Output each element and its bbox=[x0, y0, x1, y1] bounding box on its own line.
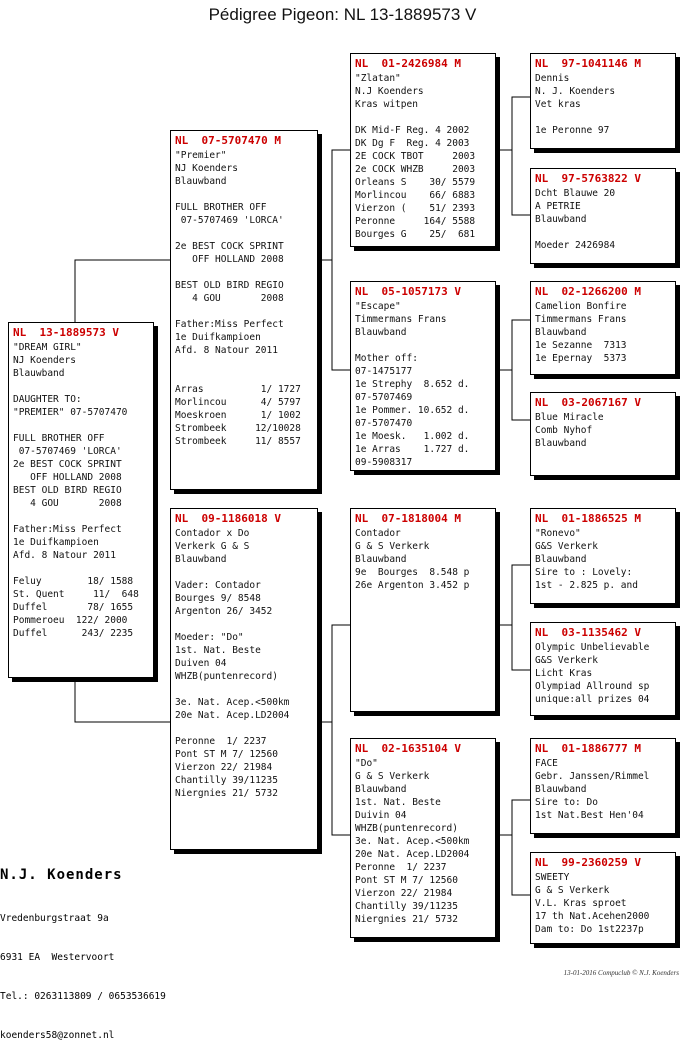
card-line: Moeskroen 1/ 1002 bbox=[175, 410, 301, 421]
card-line: 17 th Nat.Acehen2000 bbox=[535, 911, 650, 922]
ring-number: NL 97-1041146 M bbox=[535, 57, 641, 70]
pigeon-card-sire-dam bbox=[350, 281, 496, 471]
card-line: 1e Epernay 5373 bbox=[535, 353, 627, 364]
card-line: 1e Duifkampioen bbox=[175, 332, 261, 343]
card-line: 3e. Nat. Acep.<500km bbox=[355, 836, 470, 847]
card-line: Strombeek 11/ 8557 bbox=[175, 436, 301, 447]
card-line: 1e Pommer. 10.652 d. bbox=[355, 405, 470, 416]
breeder-phone: Tel.: 0263113809 / 0653536619 bbox=[0, 991, 166, 1002]
card-line: Moeder 2426984 bbox=[535, 240, 616, 251]
card-line bbox=[355, 339, 491, 352]
card-line: Duivin 04 bbox=[355, 810, 407, 821]
card-line: N. J. Koenders bbox=[535, 86, 616, 97]
card-line: 2e BEST COCK SPRINT bbox=[13, 459, 122, 470]
card-line: Orleans S 30/ 5579 bbox=[355, 177, 476, 188]
card-line: "Premier" bbox=[175, 150, 227, 161]
card-line: Gebr. Janssen/Rimmel bbox=[535, 771, 650, 782]
ring-number: NL 97-5763822 V bbox=[535, 172, 641, 185]
card-line: OFF HOLLAND 2008 bbox=[13, 472, 122, 483]
card-line: Blauwband bbox=[355, 554, 407, 565]
card-line: Vet kras bbox=[535, 99, 581, 110]
card-line: Mother off: bbox=[355, 353, 418, 364]
card-line: Kras witpen bbox=[355, 99, 418, 110]
card-line: A PETRIE bbox=[535, 201, 581, 212]
card-line: Peronne 1/ 2237 bbox=[175, 736, 267, 747]
card-line: Camelion Bonfire bbox=[535, 301, 627, 312]
card-lines bbox=[535, 300, 671, 365]
card-lines bbox=[535, 757, 671, 822]
card-line: Bourges G 25/ 681 bbox=[355, 229, 476, 240]
card-line: Vierzon ( 51/ 2393 bbox=[355, 203, 476, 214]
card-line: "Ronevo" bbox=[535, 528, 581, 539]
card-line: Blauwband bbox=[535, 327, 587, 338]
card-line: Morlincou 66/ 6883 bbox=[355, 190, 476, 201]
card-line: Father:Miss Perfect bbox=[175, 319, 284, 330]
ring-number: NL 02-1266200 M bbox=[535, 285, 641, 298]
ring-number: NL 07-1818004 M bbox=[355, 512, 461, 525]
card-line: Arras 1/ 1727 bbox=[175, 384, 301, 395]
card-line: DAUGHTER TO: bbox=[13, 394, 82, 405]
card-line: FULL BROTHER OFF bbox=[175, 202, 267, 213]
card-line: Olympic Unbelievable bbox=[535, 642, 650, 653]
card-line: Timmermans Frans bbox=[535, 314, 627, 325]
card-line: Blauwband bbox=[355, 327, 407, 338]
card-line: NJ Koenders bbox=[13, 355, 76, 366]
card-line: 9e Bourges 8.548 p bbox=[355, 567, 470, 578]
card-line: Afd. 8 Natour 2011 bbox=[13, 550, 116, 561]
card-line: BEST OLD BIRD REGIO bbox=[13, 485, 122, 496]
card-line bbox=[355, 111, 491, 124]
card-line: 20e Nat. Acep.LD2004 bbox=[355, 849, 470, 860]
card-lines bbox=[535, 411, 671, 450]
card-line bbox=[175, 357, 313, 370]
card-line: Blauwband bbox=[13, 368, 65, 379]
card-line: Blauwband bbox=[535, 214, 587, 225]
pigeon-card-sire-sire bbox=[350, 53, 496, 247]
card-line: Blauwband bbox=[355, 784, 407, 795]
card-lines bbox=[355, 527, 491, 592]
card-line: Blauwband bbox=[175, 554, 227, 565]
card-line: 3e. Nat. Acep.<500km bbox=[175, 697, 290, 708]
card-line: 07-5707469 bbox=[355, 392, 413, 403]
breeder-city: 6931 EA Westervoort bbox=[0, 952, 115, 963]
card-line bbox=[535, 111, 671, 124]
card-line: Vader: Contador bbox=[175, 580, 261, 591]
card-line: Blue Miracle bbox=[535, 412, 604, 423]
pigeon-card-ggp-7 bbox=[530, 738, 676, 834]
card-line: Dam to: Do 1st2237p bbox=[535, 924, 644, 935]
card-line: Duiven 04 bbox=[175, 658, 227, 669]
card-line: 07-5707469 'LORCA' bbox=[175, 215, 284, 226]
card-line: Sire to: Do bbox=[535, 797, 598, 808]
card-line: 1st Nat.Best Hen'04 bbox=[535, 810, 644, 821]
card-lines bbox=[535, 187, 671, 252]
breeder-email[interactable]: koenders58@zonnet.nl bbox=[0, 1030, 115, 1041]
card-line: "DREAM GIRL" bbox=[13, 342, 82, 353]
breeder-address: Vredenburgstraat 9a bbox=[0, 913, 109, 924]
card-line bbox=[175, 618, 313, 631]
card-line: 07-5707469 'LORCA' bbox=[13, 446, 122, 457]
card-line: Comb Nyhof bbox=[535, 425, 593, 436]
card-lines bbox=[355, 72, 491, 241]
ring-number: NL 01-2426984 M bbox=[355, 57, 461, 70]
card-line: "Zlatan" bbox=[355, 73, 401, 84]
card-line: Contador x Do bbox=[175, 528, 250, 539]
card-line: Dennis bbox=[535, 73, 570, 84]
ring-number: NL 02-1635104 V bbox=[355, 742, 461, 755]
ring-number: NL 01-1886525 M bbox=[535, 512, 641, 525]
pigeon-card-ggp-2 bbox=[530, 168, 676, 264]
card-line: "PREMIER" 07-5707470 bbox=[13, 407, 128, 418]
card-line bbox=[13, 510, 149, 523]
card-line: FACE bbox=[535, 758, 558, 769]
card-line: Vierzon 22/ 21984 bbox=[355, 888, 453, 899]
card-line: Licht Kras bbox=[535, 668, 593, 679]
card-line: 4 GOU 2008 bbox=[13, 498, 122, 509]
pigeon-card-ggp-4 bbox=[530, 392, 676, 476]
card-line: 20e Nat. Acep.LD2004 bbox=[175, 710, 290, 721]
card-line: Pont ST M 7/ 12560 bbox=[355, 875, 458, 886]
card-line: 1st - 2.825 p. and bbox=[535, 580, 638, 591]
pigeon-card-subject bbox=[8, 322, 154, 678]
card-line: Father:Miss Perfect bbox=[13, 524, 122, 535]
card-line: 09-5908317 bbox=[355, 457, 413, 468]
card-line: Vierzon 22/ 21984 bbox=[175, 762, 273, 773]
pigeon-card-ggp-6 bbox=[530, 622, 676, 716]
card-line: WHZB(puntenrecord) bbox=[355, 823, 458, 834]
card-line: 2e BEST COCK SPRINT bbox=[175, 241, 284, 252]
card-line: 1st. Nat. Beste bbox=[175, 645, 261, 656]
card-line: SWEETY bbox=[535, 872, 570, 883]
card-line: "Do" bbox=[355, 758, 378, 769]
card-lines bbox=[535, 72, 671, 137]
ring-number: NL 13-1889573 V bbox=[13, 326, 119, 339]
card-line: St. Quent 11/ 648 bbox=[13, 589, 139, 600]
card-line: Sire to : Lovely: bbox=[535, 567, 633, 578]
card-line: Pommeroeu 122/ 2000 bbox=[13, 615, 128, 626]
ring-number: NL 09-1186018 V bbox=[175, 512, 281, 525]
ring-number: NL 01-1886777 M bbox=[535, 742, 641, 755]
card-line: N.J Koenders bbox=[355, 86, 424, 97]
card-lines bbox=[355, 300, 491, 469]
card-line: 1e Arras 1.727 d. bbox=[355, 444, 470, 455]
card-lines bbox=[175, 527, 313, 800]
card-line: Peronne 1/ 2237 bbox=[355, 862, 447, 873]
card-line: 07-1475177 bbox=[355, 366, 413, 377]
card-lines bbox=[535, 641, 671, 706]
ring-number: NL 03-1135462 V bbox=[535, 626, 641, 639]
card-line: 1e Peronne 97 bbox=[535, 125, 610, 136]
pigeon-card-ggp-8 bbox=[530, 852, 676, 944]
pigeon-card-sire bbox=[170, 130, 318, 490]
card-line: Afd. 8 Natour 2011 bbox=[175, 345, 278, 356]
card-line: Bourges 9/ 8548 bbox=[175, 593, 261, 604]
card-line bbox=[175, 188, 313, 201]
card-line: BEST OLD BIRD REGIO bbox=[175, 280, 284, 291]
card-line: Duffel 78/ 1655 bbox=[13, 602, 134, 613]
ring-number: NL 99-2360259 V bbox=[535, 856, 641, 869]
card-line: G&S Verkerk bbox=[535, 541, 598, 552]
card-line: WHZB(puntenrecord) bbox=[175, 671, 278, 682]
card-line bbox=[175, 566, 313, 579]
card-line: Timmermans Frans bbox=[355, 314, 447, 325]
card-line bbox=[13, 562, 149, 575]
card-line: NJ Koenders bbox=[175, 163, 238, 174]
card-line: DK Mid-F Reg. 4 2002 bbox=[355, 125, 470, 136]
card-line: unique:all prizes 04 bbox=[535, 694, 650, 705]
card-line: Pont ST M 7/ 12560 bbox=[175, 749, 278, 760]
card-line: 1e Moesk. 1.002 d. bbox=[355, 431, 470, 442]
card-line bbox=[13, 380, 149, 393]
card-lines bbox=[535, 527, 671, 592]
card-line: Moeder: "Do" bbox=[175, 632, 244, 643]
card-line: Dcht Blauwe 20 bbox=[535, 188, 616, 199]
card-line bbox=[535, 226, 671, 239]
pigeon-card-dam-dam bbox=[350, 738, 496, 938]
card-lines bbox=[535, 871, 671, 936]
card-line: Niergnies 21/ 5732 bbox=[355, 914, 458, 925]
card-line: Feluy 18/ 1588 bbox=[13, 576, 134, 587]
card-line: Niergnies 21/ 5732 bbox=[175, 788, 278, 799]
card-line: Olympiad Allround sp bbox=[535, 681, 650, 692]
pigeon-card-dam-sire bbox=[350, 508, 496, 712]
card-line: 26e Argenton 3.452 p bbox=[355, 580, 470, 591]
breeder-contact bbox=[0, 886, 166, 1055]
card-line bbox=[175, 683, 313, 696]
card-line: G&S Verkerk bbox=[535, 655, 598, 666]
card-line: Blauwband bbox=[535, 554, 587, 565]
ring-number: NL 03-2067167 V bbox=[535, 396, 641, 409]
page-title: Pédigree Pigeon: NL 13-1889573 V bbox=[208, 5, 477, 24]
card-line bbox=[175, 227, 313, 240]
card-line: Morlincou 4/ 5797 bbox=[175, 397, 301, 408]
card-line: Strombeek 12/10028 bbox=[175, 423, 301, 434]
pigeon-card-ggp-5 bbox=[530, 508, 676, 604]
breeder-name: N.J. Koenders bbox=[0, 867, 123, 883]
card-line: FULL BROTHER OFF bbox=[13, 433, 105, 444]
card-line: G & S Verkerk bbox=[355, 541, 430, 552]
card-line bbox=[175, 370, 313, 383]
pigeon-card-dam bbox=[170, 508, 318, 850]
card-lines bbox=[175, 149, 313, 448]
card-line bbox=[175, 722, 313, 735]
card-line: G & S Verkerk bbox=[355, 771, 430, 782]
card-line: 2e COCK WHZB 2003 bbox=[355, 164, 476, 175]
card-line: 4 GOU 2008 bbox=[175, 293, 284, 304]
card-line: Chantilly 39/11235 bbox=[175, 775, 278, 786]
card-line: "Escape" bbox=[355, 301, 401, 312]
card-line: OFF HOLLAND 2008 bbox=[175, 254, 284, 265]
card-lines bbox=[355, 757, 491, 926]
card-line: Peronne 164/ 5588 bbox=[355, 216, 476, 227]
pigeon-card-ggp-3 bbox=[530, 281, 676, 375]
card-line bbox=[13, 419, 149, 432]
card-line: 1e Duifkampioen bbox=[13, 537, 99, 548]
card-line: V.L. Kras sproet bbox=[535, 898, 627, 909]
card-line: Blauwband bbox=[175, 176, 227, 187]
card-line: DK Dg F Reg. 4 2003 bbox=[355, 138, 470, 149]
card-line: Blauwband bbox=[535, 784, 587, 795]
card-lines bbox=[13, 341, 149, 640]
pigeon-card-ggp-1 bbox=[530, 53, 676, 149]
card-line: 1st. Nat. Beste bbox=[355, 797, 441, 808]
card-line: Contador bbox=[355, 528, 401, 539]
card-line: G & S Verkerk bbox=[535, 885, 610, 896]
card-line: 1e Sezanne 7313 bbox=[535, 340, 627, 351]
ring-number: NL 07-5707470 M bbox=[175, 134, 281, 147]
card-line: 07-5707470 bbox=[355, 418, 413, 429]
ring-number: NL 05-1057173 V bbox=[355, 285, 461, 298]
card-line: Duffel 243/ 2235 bbox=[13, 628, 134, 639]
card-line: Verkerk G & S bbox=[175, 541, 250, 552]
card-line: Blauwband bbox=[535, 438, 587, 449]
card-line: 1e Strephy 8.652 d. bbox=[355, 379, 470, 390]
card-line: Argenton 26/ 3452 bbox=[175, 606, 273, 617]
card-line: Chantilly 39/11235 bbox=[355, 901, 458, 912]
card-line bbox=[175, 305, 313, 318]
card-line bbox=[175, 266, 313, 279]
card-line: 2E COCK TBOT 2003 bbox=[355, 151, 476, 162]
print-stamp: 13-01-2016 Compuclub © N.J. Koenders bbox=[563, 969, 679, 977]
